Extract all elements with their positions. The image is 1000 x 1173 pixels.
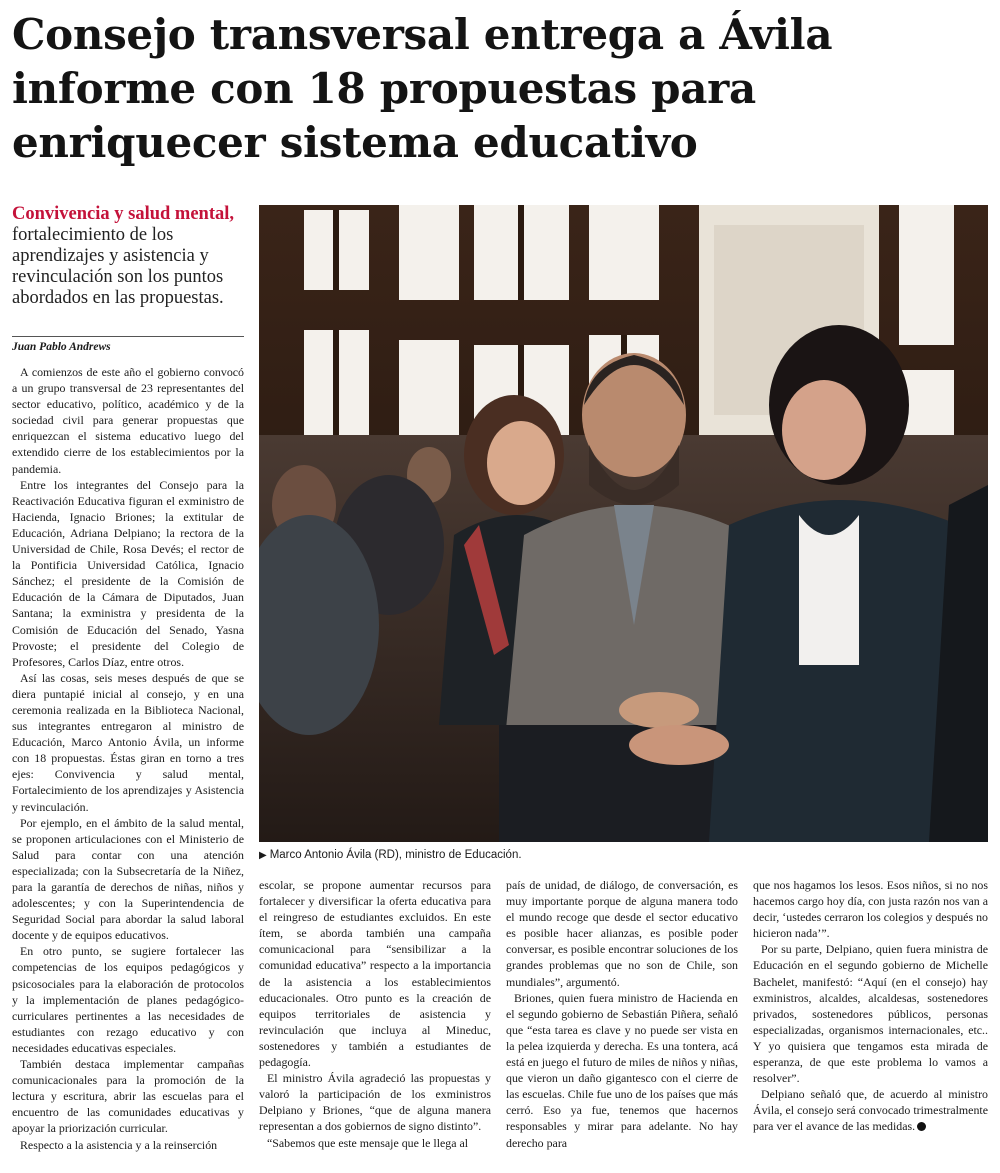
body-paragraph: Por su parte, Delpiano, quien fuera ministra de Educación en el segundo gobierno de Michelle Bachelet, manifestó: “Aquí (en el consejo) hay exministros, alcaldes, alcaldesas, sostenedores privados, sostenedores públicos, personas especializadas, organismos internacionales, etc.. Y yo quisiera que tengamos esta mirada de esperanza, de que este problema lo vamos a resolver”. [753,942,988,1086]
body-paragraph: Así las cosas, seis meses después de que se diera puntapié inicial al consejo, y en una ceremonia realizada en la Biblioteca Nacional, sus integrantes entregaron al ministro de Educación, Marco Antonio Ávila, un informe con 18 propuestas. Éstas giran en torno a tres ejes: Convivencia y salud mental, Fortalecimiento de los aprendizajes y Asistencia y revinculación. [12,670,244,814]
body-column-2 [259,877,491,1151]
lead-text: fortalecimiento de los aprendizajes y asistencia y revinculación son los puntos abordados en las propuestas. [12,225,224,308]
body-column-3 [506,877,738,1151]
headline [12,8,992,170]
body-paragraph: A comienzos de este año el gobierno convocó a un grupo transversal de 23 representantes del sector educativo, político, académico y de la sociedad civil para generar propuestas que enriquezcan el sistema educativo luego del extendido cierre de los establecimientos por la pandemia. [12,365,244,476]
byline: Juan Pablo Andrews [12,341,111,353]
news-photo [259,205,988,842]
headline-line-1: Consejo transversal entrega a Ávila [12,10,833,59]
body-paragraph: país de unidad, de diálogo, de conversación, es muy importante porque de alguna manera todo el mundo recoge que desde el sector educativo es posible hacer alianzas, es posible poder conversar, es posible encontrar soluciones de los grandes problemas que no son de Chile, son mundiales”, argumentó. [506,878,738,989]
caption-triangle-icon: ▶ [259,850,267,861]
photo-caption [259,848,988,863]
body-paragraph: Entre los integrantes del Consejo para la Reactivación Educativa figuran el exministro de Hacienda, Ignacio Briones; la extitular de Educación, Adriana Delpiano; la rectora de la Universidad de Chile, Rosa Devés; el rector de la Pontificia Universidad Católica, Ignacio Sánchez; el presidente de la Comisión de Educación de la Cámara de Diputados, Juan Santana; la exministra y presidenta de la Comisión de Educación del Senado, Yasna Provoste; el presidente del Colegio de Profesores, Carlos Díaz, entre otros. [12,477,244,669]
body-paragraph-last [753,1086,988,1134]
body-paragraph: Briones, quien fuera ministro de Hacienda en el segundo gobierno de Sebastián Piñera, señaló que “esta tarea es clave y no puede ser vista en la pelea izquierda y derecha. Es una tontera, acá está en juego el futuro de miles de niños y niñas, que vieron un daño gigantesco con el cierre de las escuelas. Chile fue uno de los países que más cerró. Eso ya fue, tenemos que hacernos responsables y mirar para adelante. No hay derecho para [506,990,738,1150]
caption-text: Marco Antonio Ávila (RD), ministro de Educación. [269,849,522,861]
headline-line-3: enriquecer sistema educativo [12,118,698,167]
body-paragraph: Por ejemplo, en el ámbito de la salud mental, se proponen articulaciones con el Ministerio de Salud para contar con una atención especializada; con la Subsecretaría de la Niñez, para la garantía de derechos de niñas, niños y adolescentes; y con la Superintendencia de Seguridad Social para abordar la salud laboral docente y de equipos educativos. [12,815,244,943]
body-paragraph: También destaca implementar campañas comunicacionales para la promoción de la lectura y escritura, abrir las escuelas para el encuentro de las comunidades educativas y apoyar la priorización curricular. [12,1057,244,1136]
body-paragraph: que nos hagamos los lesos. Esos niños, si no nos hacemos cargo hoy día, con justa razón nos van a decir, ‘ustedes cerraron los colegios y después no hicieron nada’”. [753,878,988,941]
end-mark-icon [917,1122,926,1131]
body-paragraph: Respecto a la asistencia y a la reinserción [20,1137,218,1152]
lead-paragraph [12,204,252,309]
last-paragraph-text: Delpiano señaló que, de acuerdo al ministro Ávila, el consejo será convocado trimestralmente para ver el avance de las medidas. [753,1087,988,1134]
body-column-1 [12,364,244,1153]
body-paragraph: “Sabemos que este mensaje que le llega al [267,1135,469,1150]
body-paragraph: En otro punto, se sugiere fortalecer las competencias de los equipos pedagógicos y psicosociales para la elaboración de protocolos y la implementación de planes pedagógico-curriculares pertinentes a las necesidades de estudiantes con rezago educativo y con necesidades educativas especiales. [12,944,244,1055]
body-paragraph: El ministro Ávila agradeció las propuestas y valoró la participación de los exministros Delpiano y Briones, “que de alguna manera representan a dos gobiernos de signo distinto”. [259,1071,491,1134]
lead-kicker: Convivencia y salud mental, [12,204,235,224]
body-paragraph: escolar, se propone aumentar recursos para fortalecer y diversificar la oferta educativa para el reingreso de estudiantes excluidos. En este ítem, se aborda también una campaña comunicacional para “sensibilizar a la comunidad educativa” respecto a la importancia de la asistencia a los establecimientos educacionales. Otro punto es la creación de equipos territoriales de asistencia y revinculación que incluya al Mineduc, sostenedores y también a estudiantes de pedagogía. [259,878,491,1070]
headline-line-2: informe con 18 propuestas para [12,64,756,113]
ceremony-photo-illustration [259,205,988,842]
byline-divider [12,336,244,337]
body-column-4 [753,877,988,1135]
